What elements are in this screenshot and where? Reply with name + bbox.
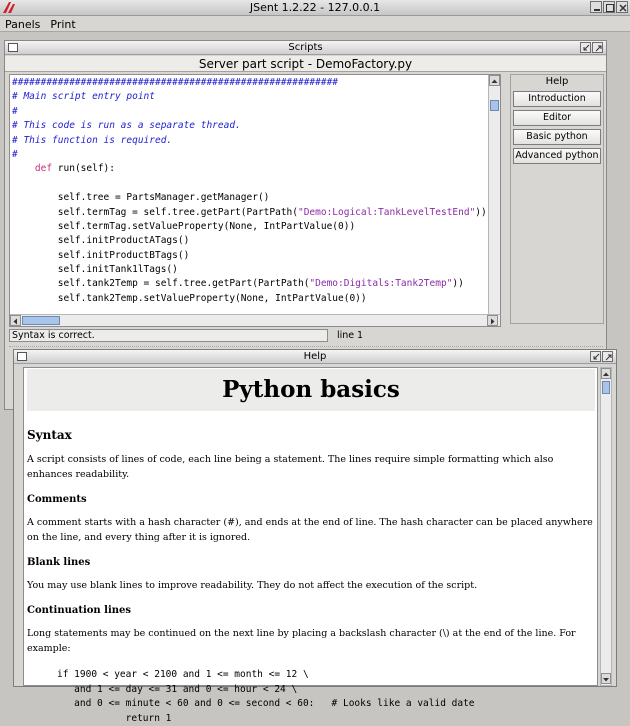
maximize-icon[interactable] (592, 42, 603, 53)
para-syntax: A script consists of lines of code, each line being a statement. The lines require simple formatting which also enhances readability. (27, 454, 554, 480)
code-token: "Demo:Logical:TankLevelTestEnd" (297, 206, 476, 218)
code-token: self.initProductATags() (12, 235, 190, 247)
code-token: # Main script entry point (12, 91, 155, 103)
code-line[interactable] (12, 206, 490, 220)
code-token (12, 163, 35, 174)
para-continuation-lines: Long statements may be continued on the next line by placing a backslash character (\) at the end of the line. For example: (27, 628, 576, 654)
code-line[interactable] (12, 134, 490, 148)
sub-continuation-lines: Continuation lines (27, 605, 132, 616)
syntax-status: Syntax is correct. (9, 329, 328, 342)
basic-python-button[interactable]: Basic python (513, 129, 601, 145)
para-comments: A comment starts with a hash character (#), and ends at the end of line. The hash character can be placed anywhere on the line, and every thing after it is ignored. (27, 517, 593, 543)
code-line[interactable] (12, 177, 490, 191)
code-token: self.termTag = self.tree.getPart(PartPath( (12, 206, 298, 218)
sub-blank-lines: Blank lines (27, 557, 91, 568)
iconify-icon[interactable] (580, 42, 591, 53)
code-line[interactable] (12, 249, 490, 263)
script-document-title: Server part script - DemoFactory.py (5, 56, 606, 72)
code-line[interactable] (12, 292, 490, 306)
para-blank-lines: You may use blank lines to improve readability. They do not affect the execution of the script. (27, 580, 478, 591)
line-label: line (337, 330, 355, 341)
scripts-title-bar[interactable] (5, 41, 606, 55)
sub-comments: Comments (27, 494, 87, 505)
code-line[interactable] (12, 119, 490, 133)
app-title-bar (0, 0, 630, 16)
editor-button[interactable]: Editor (513, 110, 601, 126)
menu-panels[interactable]: Panels (5, 18, 41, 31)
close-icon[interactable] (616, 1, 628, 13)
scripts-title: Scripts (288, 42, 323, 53)
code-line[interactable] (12, 162, 490, 176)
minimize-icon[interactable] (590, 1, 602, 13)
status-bar (9, 329, 603, 343)
code-line[interactable] (12, 220, 490, 234)
help-content[interactable] (23, 367, 598, 724)
code-token: self.tree = PartsManager.getManager() (12, 192, 270, 204)
editor-vertical-scrollbar[interactable] (488, 75, 500, 314)
help-heading: Python basics (27, 369, 595, 411)
code-token: self.termTag.setValueProperty(None, IntPartValue(0)) (12, 220, 356, 232)
code-token: run(self): (52, 163, 115, 175)
help-panel-label: Help (545, 76, 569, 87)
code-token: )) (475, 206, 487, 218)
code-line[interactable] (12, 263, 490, 277)
code-text[interactable] (12, 76, 490, 306)
app-title: JSent 1.2.22 - 127.0.0.1 (249, 1, 381, 14)
code-token: self.tank2Temp = self.tree.getPart(PartPath( (12, 278, 310, 290)
help-scroll-thumb[interactable] (602, 381, 610, 394)
code-token: # (12, 148, 18, 160)
help-title: Help (303, 351, 327, 362)
editor-horizontal-scroll-thumb[interactable] (22, 316, 60, 325)
advanced-python-button[interactable]: Advanced python (513, 148, 601, 164)
code-token: def (34, 163, 53, 175)
code-token: # This function is required. (12, 134, 173, 146)
code-token: )) (452, 278, 464, 290)
editor-horizontal-scrollbar[interactable] (10, 314, 500, 326)
code-line[interactable] (12, 148, 490, 162)
introduction-button[interactable]: Introduction (513, 91, 601, 107)
code-editor[interactable] (9, 74, 501, 327)
scroll-up-arrow-icon[interactable] (489, 75, 500, 86)
section-syntax: Syntax (27, 428, 72, 442)
code-line[interactable] (12, 105, 490, 119)
scroll-right-arrow-icon[interactable] (487, 315, 498, 326)
scroll-left-arrow-icon[interactable] (10, 315, 21, 326)
editor-vertical-scroll-thumb[interactable] (490, 100, 499, 111)
maximize-icon[interactable] (603, 1, 615, 13)
code-token: self.initProductBTags() (12, 249, 190, 261)
code-line[interactable] (12, 90, 490, 104)
code-token: # (12, 105, 18, 117)
line-number: 1 (357, 330, 364, 341)
menu-print[interactable]: Print (50, 18, 76, 31)
code-line[interactable] (12, 76, 490, 90)
maximize-icon[interactable] (602, 351, 613, 362)
example-code: if 1900 < year < 2100 and 1 <= month <= 12 \ and 1 <= day <= 31 and 0 <= hour < 24 \ and 0 <= minute < 60 and 0 <= second < 60: # Looks like a valid date return 1 (57, 669, 475, 724)
code-token: self.tank2Temp.setValueProperty(None, IntPartValue(0)) (12, 292, 367, 304)
iconify-icon[interactable] (590, 351, 601, 362)
help-scroll-up-arrow-icon[interactable] (601, 368, 611, 379)
code-token: self.initTank1lTags() (12, 264, 178, 276)
menu-bar (0, 16, 630, 32)
help-window (13, 349, 617, 724)
code-line[interactable] (12, 234, 490, 248)
help-scroll-down-arrow-icon[interactable] (601, 673, 611, 684)
help-panel (510, 74, 604, 324)
help-title-bar[interactable] (14, 350, 616, 364)
code-token: # This code is run as a separate thread. (12, 120, 241, 132)
code-line[interactable] (12, 191, 490, 205)
code-token: "Demo:Digitals:Tank2Temp" (309, 278, 453, 290)
help-vertical-scrollbar[interactable] (600, 367, 612, 686)
code-token: ######################################################### (12, 77, 339, 88)
code-line[interactable] (12, 277, 490, 291)
